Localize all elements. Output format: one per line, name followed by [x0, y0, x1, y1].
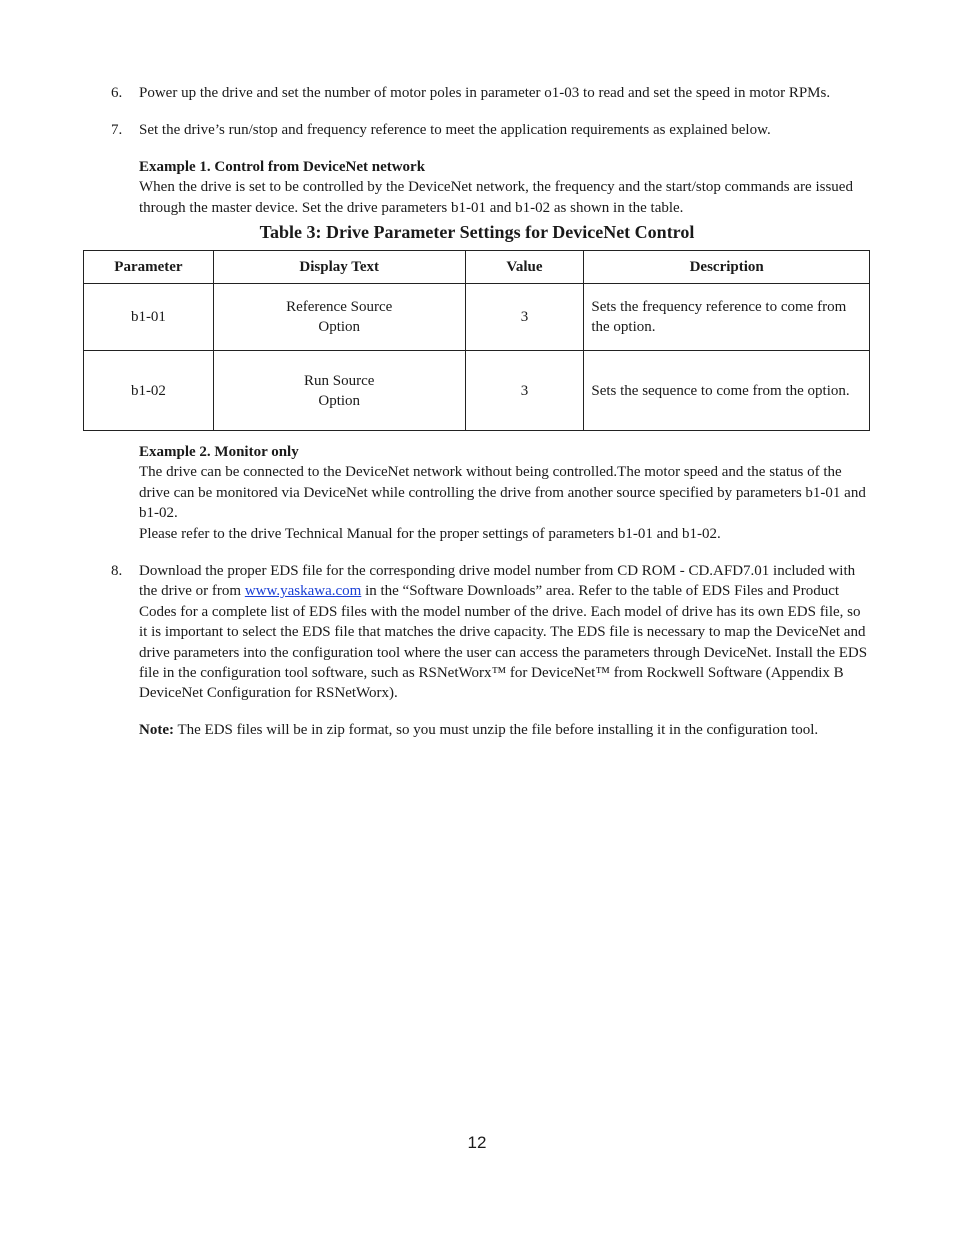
cell-display-text [213, 284, 465, 351]
step-text [139, 561, 871, 704]
step-number: 6. [111, 85, 123, 101]
parameter-table [83, 250, 870, 431]
example-1-body: When the drive is set to be controlled by the DeviceNet network, the frequency and the start/stop commands are issued through the master device. Set the drive parameters b1-01 and b1-02 as shown in the table. [139, 179, 853, 216]
table-header-row [84, 251, 870, 284]
example-2-title: Example 2. Monitor only [139, 444, 299, 460]
note-label: Note: [139, 722, 174, 738]
column-header-value: Value [465, 251, 584, 284]
example-2-body: The drive can be connected to the DeviceNet network without being controlled.The motor speed and the status of the drive can be monitored via DeviceNet while controlling the drive from another source specified by parameters b1-01 and b1-02. [139, 464, 866, 522]
step-number: 7. [111, 122, 123, 138]
step-number: 8. [111, 563, 123, 579]
example-1-title: Example 1. Control from DeviceNet network [139, 159, 426, 175]
cell-description: Sets the frequency reference to come from the option. [584, 284, 870, 351]
display-text-line: Option [318, 392, 361, 409]
column-header-parameter: Parameter [84, 251, 214, 284]
cell-description: Sets the sequence to come from the option. [584, 351, 870, 431]
table-caption: Table 3: Drive Parameter Settings for DeviceNet Control [259, 222, 695, 242]
example-1 [139, 157, 871, 218]
cell-value: 3 [465, 284, 584, 351]
cell-value: 3 [465, 351, 584, 431]
note-text: The EDS files will be in zip format, so you must unzip the file before installing it in the configuration tool. [173, 722, 819, 738]
page-number: 12 [467, 1133, 487, 1152]
display-text-line: Reference Source [286, 299, 393, 315]
table-row [84, 284, 870, 351]
cell-parameter: b1-01 [84, 284, 214, 351]
display-text-line: Option [318, 319, 361, 335]
note [139, 720, 871, 740]
example-2-refer: Please refer to the drive Technical Manual for the proper settings of parameters b1-01 and b1-02. [139, 525, 721, 542]
step-text: Power up the drive and set the number of motor poles in parameter o1-03 to read and set the speed in motor RPMs. [139, 85, 831, 101]
cell-parameter: b1-02 [84, 351, 214, 431]
column-header-display-text: Display Text [213, 251, 465, 284]
column-header-description: Description [584, 251, 870, 284]
step-8-text-after: in the “Software Downloads” area. Refer to the table of EDS Files and Product Codes for a complete list of EDS files with the model number of the drive. Each model of drive has its own EDS file, so it is important to select the EDS file that matches the drive capacity. The EDS file is necessary to map the DeviceNet and drive parameters into the configuration tool where the user can access the parameters through DeviceNet. Install the EDS file in the configuration tool software, such as RSNetWorx™ for DeviceNet™ from Rockwell Software (Appendix B DeviceNet Configuration for RSNetWorx). [139, 583, 868, 702]
display-text-line: Run Source [303, 372, 375, 389]
step-text: Set the drive’s run/stop and frequency reference to meet the application requirements as explained below. [139, 122, 771, 138]
step-8-text-before: Download the proper EDS file for the corresponding drive model number from CD ROM - CD.AFD7.01 included with the drive or from [139, 563, 856, 600]
table-row [84, 351, 870, 431]
example-2 [139, 442, 871, 544]
cell-display-text [213, 351, 465, 431]
yaskawa-link[interactable]: www.yaskawa.com [244, 583, 362, 600]
